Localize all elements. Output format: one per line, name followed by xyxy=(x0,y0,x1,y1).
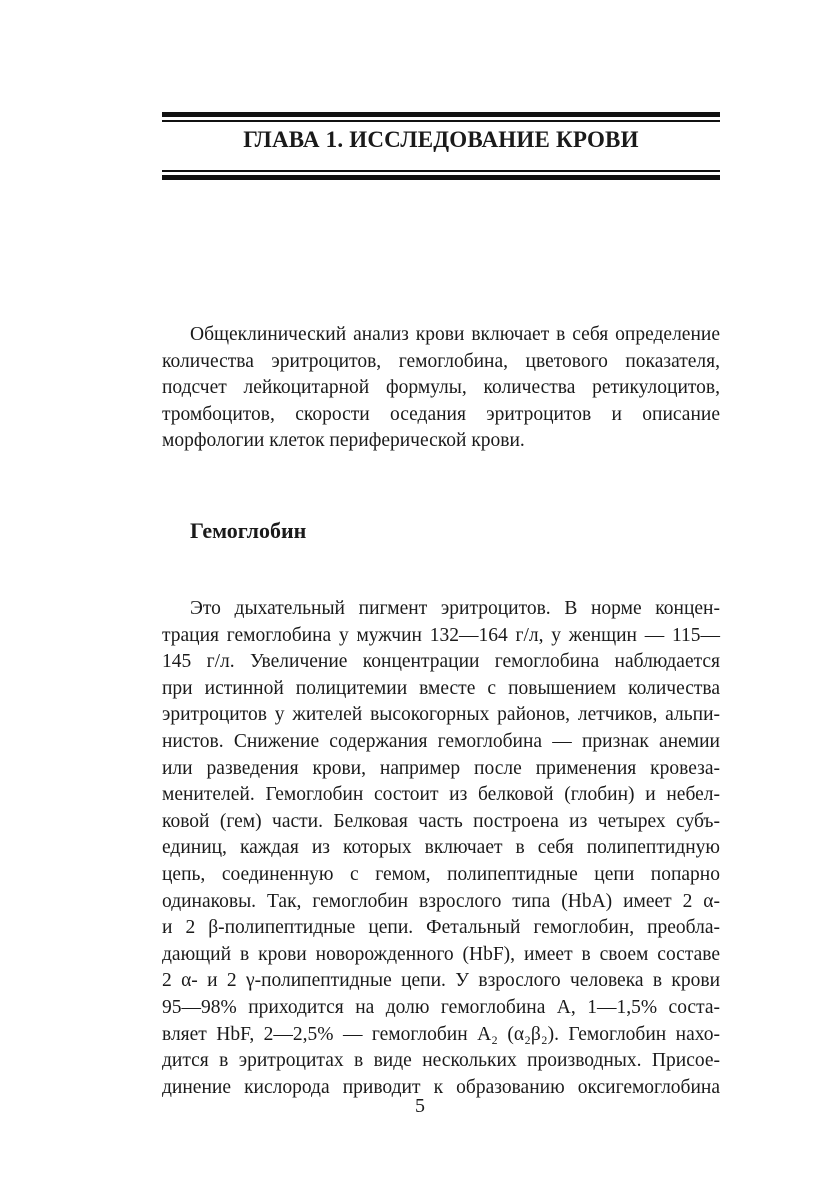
section-line: дающий в крови новорожденного (HbF), имеет в своем составе xyxy=(162,943,720,965)
header-rule-bottom-thick xyxy=(162,175,720,180)
section-line: 95—98% приходится на долю гемоглобина А, 1—1,5% соста- xyxy=(162,996,720,1018)
section-line: и 2 β-полипептидные цепи. Фетальный гемоглобин, преобла- xyxy=(162,917,720,939)
section-line: одинаковы. Так, гемоглобин взрослого типа (HbA) имеет 2 α- xyxy=(162,890,720,912)
section-line: динение кислорода приводит к образованию оксигемоглобина xyxy=(162,1076,720,1098)
intro-line: подсчет лейкоцитарной формулы, количества ретикулоцитов, xyxy=(162,377,720,399)
section-line: трация гемоглобина у мужчин 132—164 г/л, у женщин — 115— xyxy=(162,624,720,646)
page-number: 5 xyxy=(415,1095,425,1117)
intro-line: морфологии клеток периферической крови. xyxy=(162,430,525,452)
section-line: 2 α- и 2 γ-полипептидные цепи. У взрослого человека в крови xyxy=(162,970,720,992)
intro-paragraph xyxy=(162,322,720,455)
section-line: цепь, соединенную с гемом, полипептидные цепи попарно xyxy=(162,863,720,885)
section-line: эритроцитов у жителей высокогорных районов, летчиков, альпи- xyxy=(162,704,720,726)
section-line: вляет HbF, 2—2,5% — гемоглобин А₂ (α₂β₂). Гемоглобин нахо- xyxy=(162,1023,720,1045)
header-rule-top-thick xyxy=(162,112,720,117)
section-line: или разведения крови, например после применения кровеза- xyxy=(162,757,720,779)
section-line: менителей. Гемоглобин состоит из белковой (глобин) и небел- xyxy=(162,784,720,806)
section-line: нистов. Снижение содержания гемоглобина — признак анемии xyxy=(162,730,720,752)
header-rule-bottom-thin xyxy=(162,170,720,172)
intro-line: Общеклинический анализ крови включает в себя определение xyxy=(190,324,720,345)
header-rule-top-thin xyxy=(162,120,720,122)
section-line: 145 г/л. Увеличение концентрации гемоглобина наблюдается xyxy=(162,651,720,673)
section-line: Это дыхательный пигмент эритроцитов. В норме концен- xyxy=(190,598,720,619)
section-line: единиц, каждая из которых включает в себя полипептидную xyxy=(162,837,720,859)
chapter-title: ГЛАВА 1. ИССЛЕДОВАНИЕ КРОВИ xyxy=(243,127,639,152)
section-line: дится в эритроцитах в виде нескольких производных. Присое- xyxy=(162,1050,720,1072)
section-paragraph xyxy=(162,596,720,1101)
section-title: Гемоглобин xyxy=(190,518,307,543)
intro-line: тромбоцитов, скорости оседания эритроцитов и описание xyxy=(162,403,720,425)
intro-line: количества эритроцитов, гемоглобина, цветового показателя, xyxy=(162,350,720,372)
section-line: при истинной полицитемии вместе с повышением количества xyxy=(162,677,720,699)
section-line: ковой (гем) части. Белковая часть построена из четырех субъ- xyxy=(162,810,720,832)
